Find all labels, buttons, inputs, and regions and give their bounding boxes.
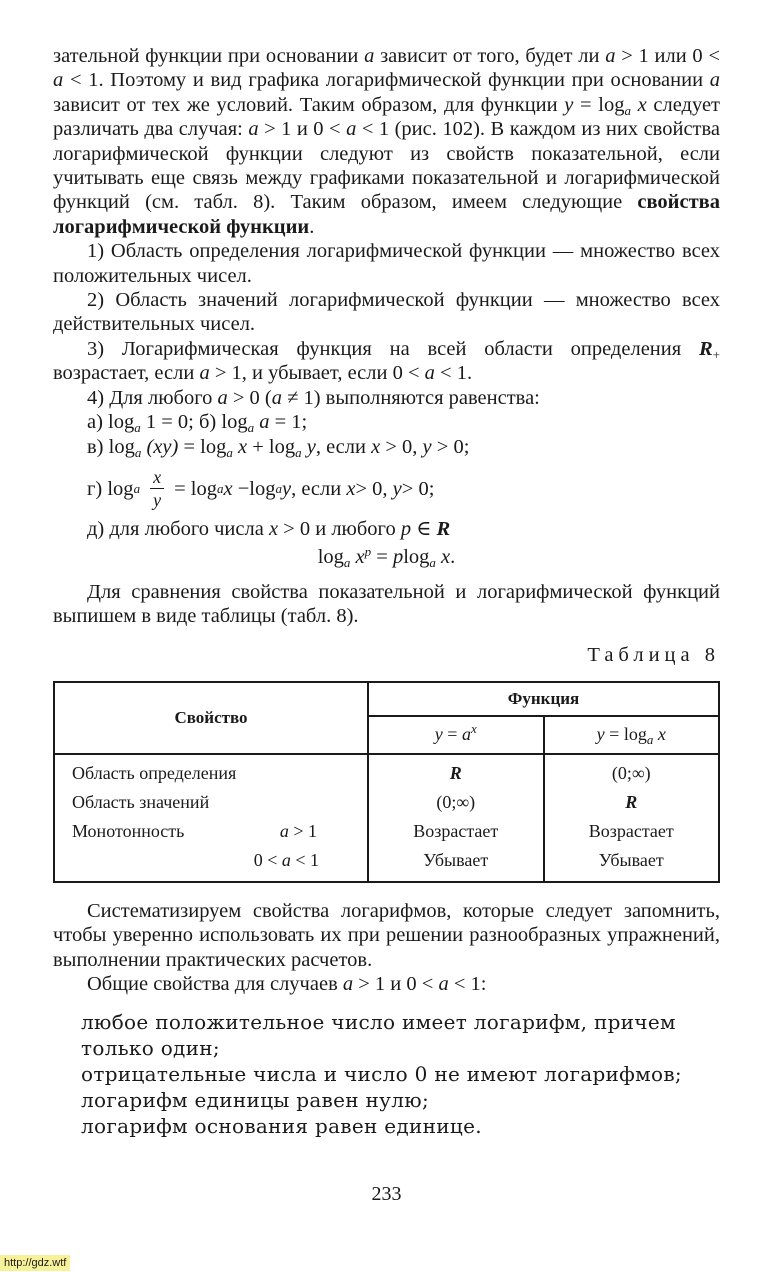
property-4: 4) Для любого a > 0 (a ≠ 1) выполняются равенства: — [87, 386, 540, 409]
compare-paragraph: Для сравнения свойства показательной и логарифмической функций выпишем в виде таблицы (табл. 8). — [53, 580, 720, 628]
header-function: Функция — [368, 682, 719, 716]
header-property: Свойство — [54, 682, 368, 754]
exp-column: R (0;∞) Возрастает Убывает — [368, 754, 544, 882]
row-monotone-label: Монотонность a > 1 — [72, 820, 317, 841]
bold-term: свойства логарифмической функции — [53, 191, 720, 238]
formula-v: в) $\log_a (xy) = \log_a x + \log_a y$, если x > 0, y > 0; — [87, 435, 470, 460]
table-caption: Таблица 8 — [587, 643, 720, 666]
row-range-label: Область значений — [72, 791, 210, 812]
intro-paragraph: зательной функции при основании a зависит от того, будет ли a > 1 или 0 < a < 1. Поэтому и вид графика логарифмической функции при основании a зависит от тех же условий. Таким образом, для функции $y = \log_a x$ следует различать два случая: a > 1 и 0 < a < 1 (рис. 102). В каждом из них свойства логарифмической функции следуют из свойств показательной, если учитывать еще связь между графиками показательной и логарифмической функций (см. табл. 8). Таким образом, имеем следующие свойства логарифмической функции. — [53, 45, 721, 238]
row-domain-label: Область определения — [72, 762, 237, 783]
property-column — [54, 754, 368, 882]
rule-4: логарифм основания равен единице. — [81, 1113, 482, 1138]
page-content — [53, 44, 720, 1139]
watermark-link[interactable]: http://gdz.wtf — [0, 1255, 70, 1271]
properties-table — [53, 681, 720, 883]
systematize-paragraph: Систематизируем свойства логарифмов, которые следует запомнить, чтобы уверенно использовать их при решении разнообразных упражнений, выполнении практических расчетов. — [53, 899, 720, 971]
page-number: 233 — [371, 1183, 402, 1205]
fraction-x-over-y: $\frac{x}{y}$ — [150, 468, 164, 509]
formula-power: $\log_a x^p = plog_a$ x. — [317, 544, 456, 571]
property-1: 1) Область определения логарифмической функции — множество всех положительных чисел. — [53, 240, 720, 287]
rule-1: любое положительное число имеет логарифм, причем только один; — [81, 1009, 676, 1060]
formula-d: д) для любого числа x > 0 и любого p ∈ R — [87, 517, 451, 540]
general-properties: Общие свойства для случаев a > 1 и 0 < a < 1: — [87, 973, 487, 996]
rule-3: логарифм единицы равен нулю; — [81, 1087, 429, 1112]
log-column: (0;∞) R Возрастает Убывает — [544, 754, 720, 882]
property-3: 3) Логарифмическая функция на всей области определения $R_+$ возрастает, если a > 1, и убывает, если 0 < a < 1. — [53, 337, 720, 385]
formula-g: г) log a $\frac{x}{y}$ = log a x −log a y , если x > 0, y > 0; — [87, 467, 435, 511]
header-log-function: $y = \log_a x$ — [544, 716, 720, 754]
rule-2: отрицательные числа и число 0 не имеют логарифмов; — [81, 1061, 682, 1086]
header-exp-function: $y = a^x$ — [368, 716, 544, 754]
property-2: 2) Область значений логарифмической функции — множество всех действительных чисел. — [53, 289, 720, 336]
row-cond-less: 0 < a < 1 — [253, 849, 319, 870]
formula-a-b: а) $\log_a 1 = 0$; б) $\log_a a = 1$; — [87, 411, 308, 436]
